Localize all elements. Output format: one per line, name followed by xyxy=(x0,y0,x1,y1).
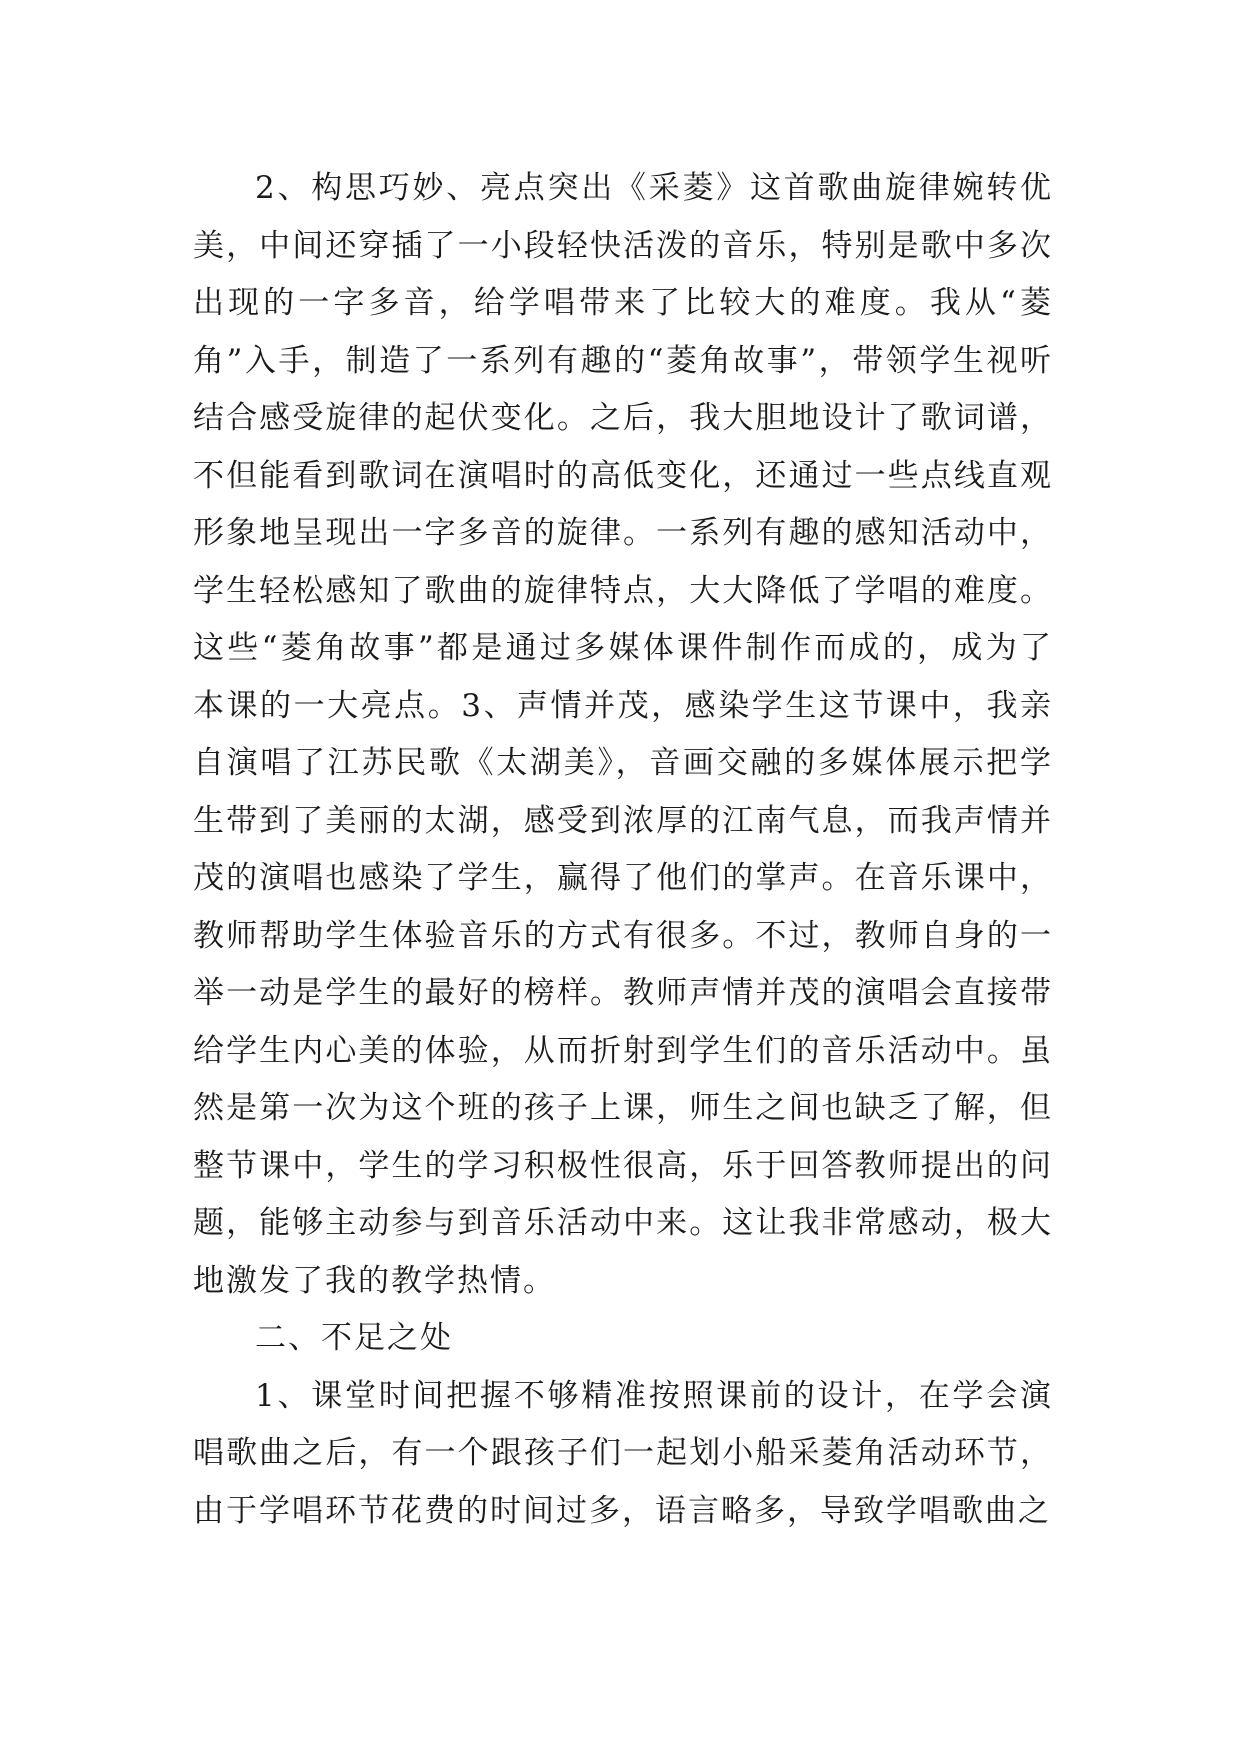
document-body xyxy=(193,160,1053,1540)
paragraph-reflection-highlights: 2、构思巧妙、亮点突出《采菱》这首歌曲旋律婉转优美，中间还穿插了一小段轻快活泼的音乐，特别是歌中多次出现的一字多音，给学唱带来了比较大的难度。我从“菱角”入手，制造了一系列有趣的“菱角故事”，带领学生视听结合感受旋律的起伏变化。之后，我大胆地设计了歌词谱，不但能看到歌词在演唱时的高低变化，还通过一些点线直观形象地呈现出一字多音的旋律。一系列有趣的感知活动中，学生轻松感知了歌曲的旋律特点，大大降低了学唱的难度。这些“菱角故事”都是通过多媒体课件制作而成的，成为了本课的一大亮点。3、声情并茂，感染学生这节课中，我亲自演唱了江苏民歌《太湖美》，音画交融的多媒体展示把学生带到了美丽的太湖，感受到浓厚的江南气息，而我声情并茂的演唱也感染了学生，赢得了他们的掌声。在音乐课中，教师帮助学生体验音乐的方式有很多。不过，教师自身的一举一动是学生的最好的榜样。教师声情并茂的演唱会直接带给学生内心美的体验，从而折射到学生们的音乐活动中。虽然是第一次为这个班的孩子上课，师生之间也缺乏了解，但整节课中，学生的学习积极性很高，乐于回答教师提出的问题，能够主动参与到音乐活动中来。这让我非常感动，极大地激发了我的教学热情。 xyxy=(193,170,1053,1299)
paragraph-time-management: 1、课堂时间把握不够精准按照课前的设计，在学会演唱歌曲之后，有一个跟孩子们一起划小船采菱角活动环节，由于学唱环节花费的时间过多，语言略多，导致学唱歌曲之 xyxy=(193,1377,1053,1529)
section-heading-shortcomings: 二、不足之处 xyxy=(255,1320,453,1356)
